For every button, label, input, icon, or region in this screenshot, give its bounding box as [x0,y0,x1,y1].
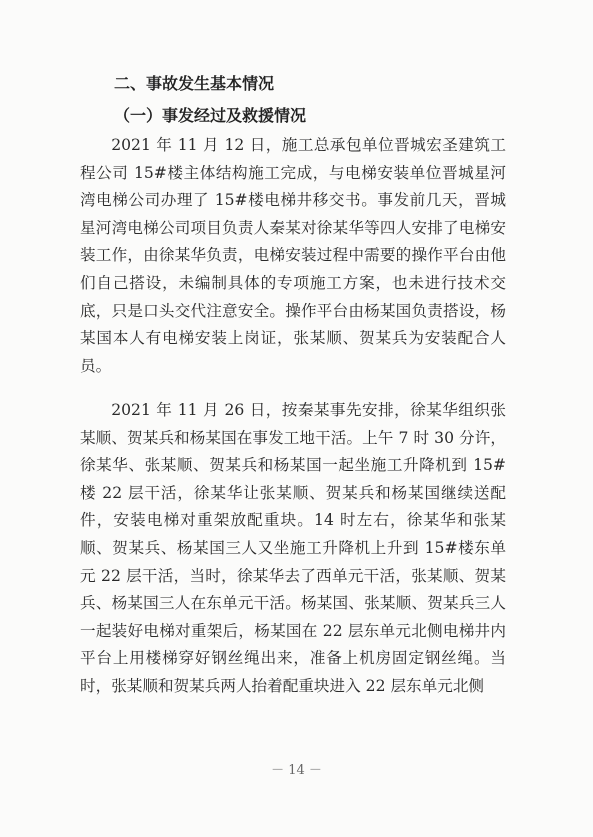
subsection-heading: （一）事发经过及救援情况 [114,106,307,125]
section-heading: 二、事故发生基本情况 [114,74,275,93]
paragraph-2: 2021 年 11 月 26 日，按秦某事先安排，徐某华组织张某顺、贺某兵和杨某国在事发工地干活。上午 7 时 30 分许，徐某华、张某顺、贺某兵和杨某国一起坐施工升降机到 15#楼 22 层干活，徐某华让张某顺、贺某兵和杨某国继续送配件，安装电梯对重架放配重块。14 时左右，徐某华和张某顺、贺某兵、杨某国三人又坐施工升降机上升到 15#楼东单元 22 层干活，当时，徐某华去了西单元干活，张某顺、贺某兵、杨某国三人在东单元干活。杨某国、张某顺、贺某兵三人一起装好电梯对重架后，杨某国在 22 层东单元北侧电梯井内平台上用楼梯穿好钢丝绳出来，准备上机房固定钢丝绳。当时，张某顺和贺某兵两人抬着配重块进入 22 层东单元北侧 [80,401,506,695]
page-number: － 14 － [271,763,322,778]
paragraph-1: 2021 年 11 月 12 日，施工总承包单位晋城宏圣建筑工程公司 15#楼主体结构施工完成，与电梯安装单位晋城星河湾电梯公司办理了 15#楼电梯井移交书。事发前几天，晋城星河湾电梯公司项目负责人秦某对徐某华等四人安排了电梯安装工作，由徐某华负责，电梯安装过程中需要的操作平台由他们自己搭设，未编制具体的专项施工方案，也未进行技术交底，只是口头交代注意安全。操作平台由杨某国负责搭设，杨某国本人有电梯安装上岗证，张某顺、贺某兵为安装配合人员。 [80,136,506,375]
